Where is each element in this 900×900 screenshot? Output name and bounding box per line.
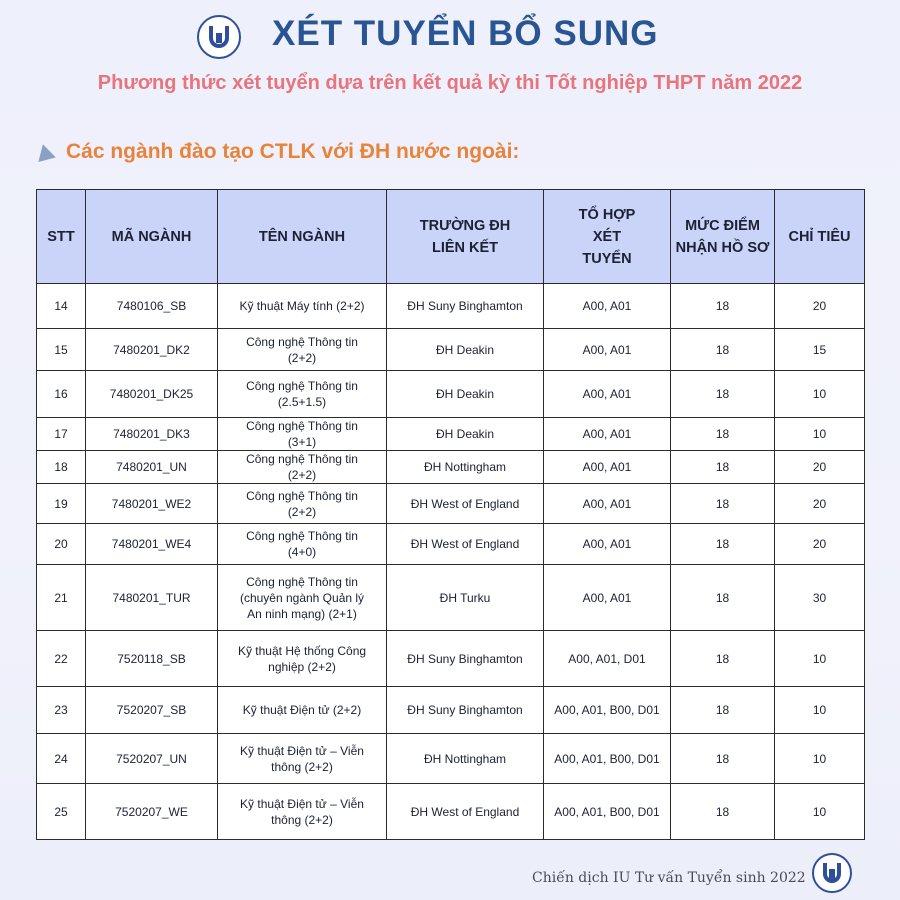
cell-chi-tieu: 10 [775,418,865,451]
cell-truong: ĐH Suny Binghamton [387,631,544,687]
cell-ma-nganh: 7480201_UN [86,451,218,484]
cell-ma-nganh: 7480201_DK2 [86,329,218,371]
cell-ten-nganh: Công nghệ Thông tin (2+2) [218,484,387,524]
cell-truong: ĐH Suny Binghamton [387,687,544,734]
header-muc-diem: MỨC ĐIỂM NHẬN HỒ SƠ [671,190,775,284]
table-row [37,451,865,484]
cell-to-hop: A00, A01, B00, D01 [544,784,671,840]
table-body [37,284,865,840]
cell-chi-tieu: 15 [775,329,865,371]
cell-truong: ĐH Deakin [387,371,544,418]
cell-to-hop: A00, A01, B00, D01 [544,687,671,734]
cell-muc-diem: 18 [671,329,775,371]
cell-muc-diem: 18 [671,784,775,840]
cell-stt: 23 [37,687,86,734]
table-row [37,371,865,418]
cell-stt: 22 [37,631,86,687]
section-label: Các ngành đào tạo CTLK với ĐH nước ngoài: [66,140,520,163]
cell-truong: ĐH West of England [387,524,544,565]
cell-muc-diem: 18 [671,451,775,484]
cell-ma-nganh: 7480201_WE4 [86,524,218,565]
cell-truong: ĐH Turku [387,565,544,631]
cell-stt: 25 [37,784,86,840]
cell-muc-diem: 18 [671,631,775,687]
cell-stt: 20 [37,524,86,565]
header-ma-nganh: MÃ NGÀNH [86,190,218,284]
page-title: XÉT TUYỂN BỔ SUNG [272,14,659,53]
cell-muc-diem: 18 [671,484,775,524]
header-chi-tieu: CHỈ TIÊU [775,190,865,284]
cell-to-hop: A00, A01, B00, D01 [544,734,671,784]
cell-truong: ĐH Deakin [387,329,544,371]
cell-stt: 24 [37,734,86,784]
cell-ten-nganh: Kỹ thuật Máy tính (2+2) [218,284,387,329]
cell-chi-tieu: 10 [775,784,865,840]
cell-to-hop: A00, A01 [544,484,671,524]
cell-to-hop: A00, A01 [544,371,671,418]
cell-chi-tieu: 20 [775,284,865,329]
table-row [37,687,865,734]
header-truong-lien-ket: TRƯỜNG ĐH LIÊN KẾT [387,190,544,284]
cell-ma-nganh: 7480201_WE2 [86,484,218,524]
cell-truong: ĐH Nottingham [387,451,544,484]
cell-chi-tieu: 10 [775,734,865,784]
section-heading [36,140,519,164]
table-row [37,631,865,687]
cell-muc-diem: 18 [671,524,775,565]
cell-muc-diem: 18 [671,371,775,418]
cell-muc-diem: 18 [671,565,775,631]
cell-ten-nganh: Kỹ thuật Điện tử – Viễn thông (2+2) [218,734,387,784]
cell-truong: ĐH Suny Binghamton [387,284,544,329]
cell-ma-nganh: 7520207_SB [86,687,218,734]
table-row [37,734,865,784]
cell-chi-tieu: 10 [775,631,865,687]
cell-stt: 14 [37,284,86,329]
cell-stt: 17 [37,418,86,451]
cell-ma-nganh: 7480201_DK3 [86,418,218,451]
cell-chi-tieu: 10 [775,371,865,418]
cell-ma-nganh: 7520207_WE [86,784,218,840]
cell-to-hop: A00, A01 [544,451,671,484]
cell-ten-nganh: Kỹ thuật Điện tử – Viễn thông (2+2) [218,784,387,840]
page-subtitle: Phương thức xét tuyển dựa trên kết quả kỳ thi Tốt nghiệp THPT năm 2022 [97,72,803,94]
cell-ma-nganh: 7480201_TUR [86,565,218,631]
footer-logo-icon [812,853,852,893]
table-row [37,329,865,371]
cell-ten-nganh: Công nghệ Thông tin (2.5+1.5) [218,371,387,418]
header-ten-nganh: TÊN NGÀNH [218,190,387,284]
cell-truong: ĐH West of England [387,484,544,524]
cell-chi-tieu: 10 [775,687,865,734]
cell-ten-nganh: Công nghệ Thông tin (2+2) [218,451,387,484]
cell-stt: 16 [37,371,86,418]
cell-ten-nganh: Công nghệ Thông tin (4+0) [218,524,387,565]
cell-to-hop: A00, A01 [544,524,671,565]
table-row [37,565,865,631]
cell-ma-nganh: 7520118_SB [86,631,218,687]
table-row [37,524,865,565]
cell-to-hop: A00, A01 [544,329,671,371]
cell-to-hop: A00, A01 [544,284,671,329]
cell-ten-nganh: Công nghệ Thông tin (2+2) [218,329,387,371]
table-row [37,784,865,840]
bullet-icon [34,142,56,162]
cell-chi-tieu: 20 [775,524,865,565]
cell-stt: 15 [37,329,86,371]
cell-ma-nganh: 7520207_UN [86,734,218,784]
cell-ten-nganh: Kỹ thuật Hệ thống Công nghiệp (2+2) [218,631,387,687]
table-row [37,284,865,329]
cell-ten-nganh: Công nghệ Thông tin (chuyên ngành Quản lý An ninh mạng) (2+1) [218,565,387,631]
footer-text: Chiến dịch IU Tư vấn Tuyển sinh 2022 [532,870,806,886]
cell-ma-nganh: 7480201_DK25 [86,371,218,418]
cell-ma-nganh: 7480106_SB [86,284,218,329]
cell-stt: 18 [37,451,86,484]
cell-muc-diem: 18 [671,284,775,329]
table-row [37,484,865,524]
header-stt: STT [37,190,86,284]
cell-stt: 21 [37,565,86,631]
table-header-row [37,190,865,284]
cell-truong: ĐH Nottingham [387,734,544,784]
university-logo-icon [197,15,241,59]
cell-ten-nganh: Kỹ thuật Điện tử (2+2) [218,687,387,734]
cell-muc-diem: 18 [671,418,775,451]
cell-chi-tieu: 30 [775,565,865,631]
cell-truong: ĐH West of England [387,784,544,840]
cell-truong: ĐH Deakin [387,418,544,451]
cell-muc-diem: 18 [671,687,775,734]
cell-to-hop: A00, A01 [544,418,671,451]
cell-to-hop: A00, A01 [544,565,671,631]
header-to-hop: TỔ HỢP XÉT TUYỂN [544,190,671,284]
cell-to-hop: A00, A01, D01 [544,631,671,687]
cell-chi-tieu: 20 [775,484,865,524]
cell-chi-tieu: 20 [775,451,865,484]
cell-muc-diem: 18 [671,734,775,784]
programs-table [36,189,865,840]
cell-ten-nganh: Công nghệ Thông tin (3+1) [218,418,387,451]
table-row [37,418,865,451]
cell-stt: 19 [37,484,86,524]
